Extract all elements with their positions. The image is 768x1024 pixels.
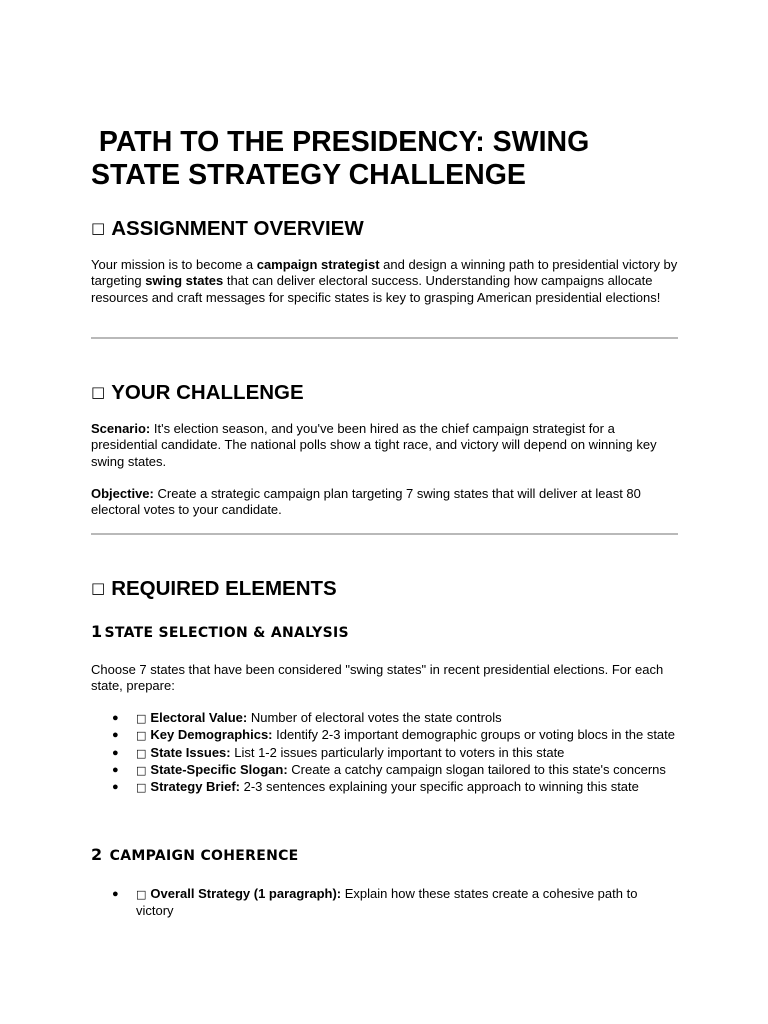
required-heading-text: REQUIRED ELEMENTS xyxy=(111,577,337,600)
checkbox-icon: □ xyxy=(136,712,147,725)
divider xyxy=(91,337,678,339)
list-item-overall-strategy xyxy=(91,886,678,920)
checkbox-icon: □ xyxy=(136,888,147,901)
section-1-list xyxy=(91,710,678,796)
item-text: Explain how these states create a cohesive path to victory xyxy=(136,886,638,919)
item-label: State-Specific Slogan: xyxy=(150,761,288,777)
bullet-icon: ● xyxy=(112,763,119,776)
overview-box-icon: □ xyxy=(91,219,106,237)
list-item-key-demographics xyxy=(91,727,678,744)
list-item-strategy-brief xyxy=(91,779,678,796)
section-1-heading xyxy=(91,623,349,642)
item-text: Number of electoral votes the state controls xyxy=(247,710,502,725)
list-item-state-issues xyxy=(91,745,678,762)
overview-text-2: and design a winning path to presidential victory by targeting xyxy=(91,257,678,289)
section-2-heading-text: CAMPAIGN COHERENCE xyxy=(109,848,299,864)
item-label: State Issues: xyxy=(150,744,231,760)
item-text: Create a catchy campaign slogan tailored to this state's concerns xyxy=(287,761,666,777)
scenario-text: It's election season, and you've been hired as the chief campaign strategist for a presidential candidate. The national polls show a tight race, and victory will depend on winning key swing states. xyxy=(91,421,657,469)
bullet-icon: ● xyxy=(112,729,119,742)
section-1-number: 1 xyxy=(91,622,103,641)
overview-text-3: that can deliver electoral success. Understanding how campaigns allocate resources and craft messages for specific states is key to grasping American presidential elections! xyxy=(91,273,661,305)
item-label: Overall Strategy (1 paragraph): xyxy=(150,886,342,901)
section-2-list xyxy=(91,886,678,920)
bullet-icon: ● xyxy=(112,888,119,900)
bullet-icon: ● xyxy=(112,712,119,724)
item-text: 2-3 sentences explaining your specific approach to winning this state xyxy=(239,779,639,795)
overview-bold-swing-states: swing states xyxy=(145,273,224,289)
overview-text-1: Your mission is to become a xyxy=(91,257,257,272)
challenge-box-icon: □ xyxy=(91,383,106,401)
item-label: Strategy Brief: xyxy=(150,779,240,795)
objective-paragraph xyxy=(91,486,678,519)
section-2-heading xyxy=(91,846,299,865)
objective-text: Create a strategic campaign plan targeting 7 swing states that will deliver at least 80 electoral votes to your candidate. xyxy=(91,486,641,518)
item-label: Electoral Value: xyxy=(150,710,248,725)
overview-heading-text: ASSIGNMENT OVERVIEW xyxy=(111,217,364,240)
checkbox-icon: □ xyxy=(136,781,147,795)
overview-paragraph xyxy=(91,257,678,306)
item-text: Identify 2-3 important demographic groups or voting blocs in the state xyxy=(272,727,675,743)
section-1-heading-text: STATE SELECTION & ANALYSIS xyxy=(104,625,349,641)
checkbox-icon: □ xyxy=(136,746,147,760)
section-2-number: 2 xyxy=(91,845,103,864)
scenario-label: Scenario: xyxy=(91,421,151,436)
list-item-state-specific-slogan xyxy=(91,762,678,779)
your-challenge-heading xyxy=(91,380,304,405)
document-title: PATH TO THE PRESIDENCY: SWING STATE STRATEGY CHALLENGE xyxy=(91,126,598,191)
list-item-electoral-value xyxy=(91,710,678,727)
assignment-overview-heading xyxy=(91,216,364,241)
challenge-heading-text: YOUR CHALLENGE xyxy=(111,381,304,404)
bullet-icon: ● xyxy=(112,746,119,759)
required-box-icon: □ xyxy=(91,579,106,597)
overview-bold-campaign-strategist: campaign strategist xyxy=(256,257,380,272)
required-elements-heading xyxy=(91,576,337,601)
checkbox-icon: □ xyxy=(136,763,147,777)
objective-label: Objective: xyxy=(91,486,154,501)
checkbox-icon: □ xyxy=(136,729,147,743)
item-text: List 1-2 issues particularly important to voters in this state xyxy=(230,744,565,760)
divider xyxy=(91,533,678,535)
section-1-intro: Choose 7 states that have been considered "swing states" in recent presidential elections. For each state, prepare: xyxy=(91,662,664,694)
scenario-paragraph xyxy=(91,421,678,470)
bullet-icon: ● xyxy=(112,781,119,794)
item-label: Key Demographics: xyxy=(150,727,273,743)
